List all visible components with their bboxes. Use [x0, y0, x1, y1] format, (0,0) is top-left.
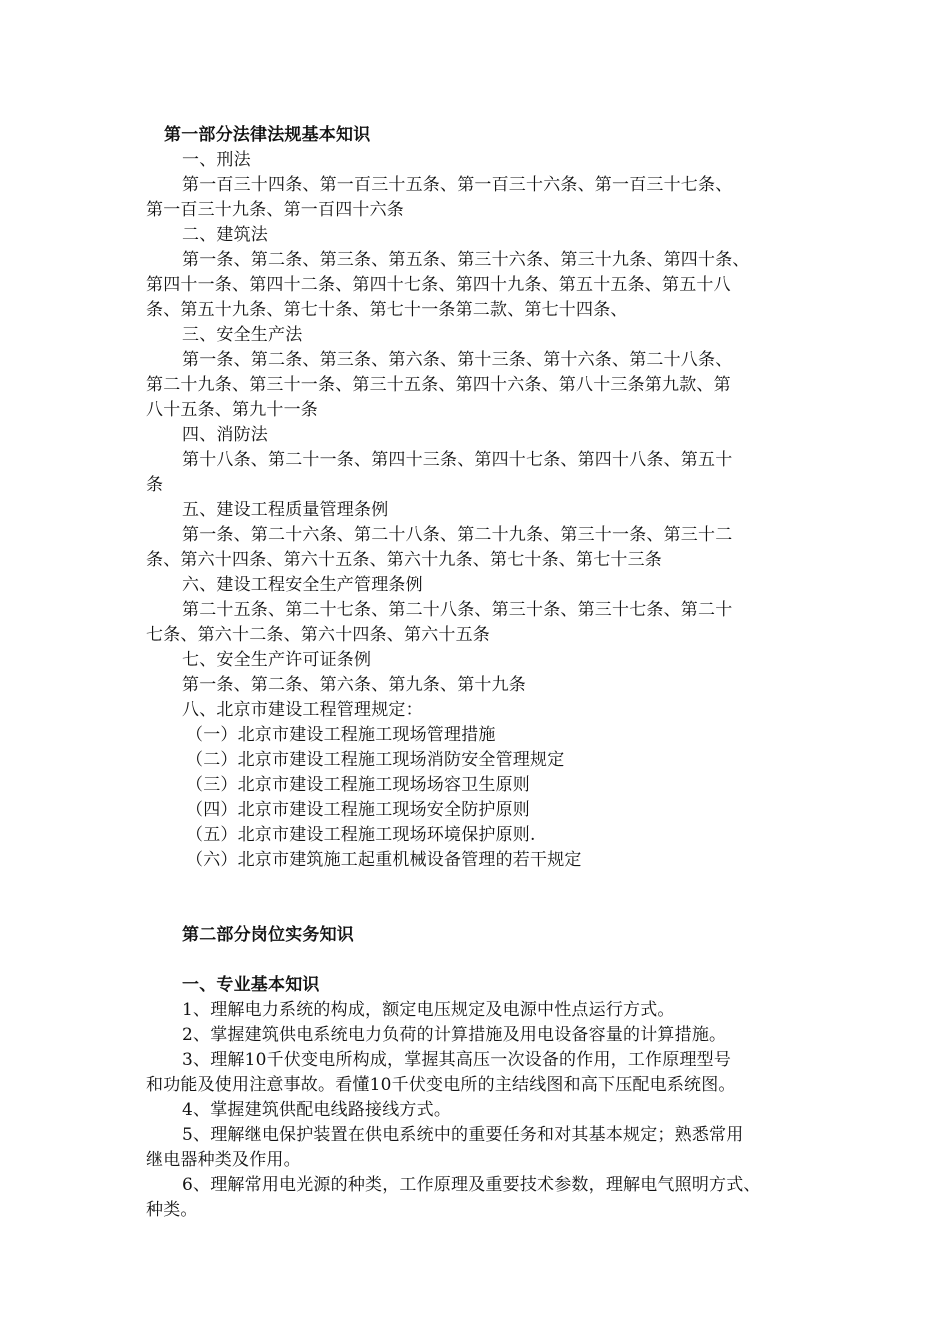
law-heading-safety-management: 六、建设工程安全生产管理条例: [182, 575, 423, 595]
law-heading-beijing: 八、北京市建设工程管理规定：: [182, 700, 423, 720]
law-articles-line: 第一百三十四条、第一百三十五条、第一百三十六条、第一百三十七条、: [182, 175, 733, 195]
law-articles-line: 条、第五十九条、第七十条、第七十一条第二款、第七十四条、: [146, 300, 628, 320]
section-heading-basics: 一、专业基本知识: [182, 975, 320, 995]
regulation-item: （二）北京市建设工程施工现场消防安全管理规定: [186, 750, 565, 770]
knowledge-line: 2、掌握建筑供电系统电力负荷的计算措施及用电设备容量的计算措施。: [182, 1025, 727, 1045]
spacer: [146, 898, 812, 923]
law-articles-line: 第一条、第二条、第三条、第六条、第十三条、第十六条、第二十八条、: [182, 350, 733, 370]
law-articles-line: 条、第六十四条、第六十五条、第六十九条、第七十条、第七十三条: [146, 550, 662, 570]
knowledge-line: 6、理解常用电光源的种类，工作原理及重要技术参数，理解电气照明方式、: [182, 1175, 761, 1195]
spacer: [146, 948, 812, 973]
regulation-item: （五）北京市建设工程施工现场环境保护原则.: [186, 825, 536, 845]
law-articles-line: 第二十九条、第三十一条、第三十五条、第四十六条、第八十三条第九款、第: [146, 375, 731, 395]
law-heading-criminal: 一、刑法: [182, 150, 251, 170]
spacer: [146, 873, 812, 898]
law-articles-line: 七条、第六十二条、第六十四条、第六十五条: [146, 625, 490, 645]
law-articles-line: 第四十一条、第四十二条、第四十七条、第四十九条、第五十五条、第五十八: [146, 275, 731, 295]
part2-title: 第二部分岗位实务知识: [182, 925, 354, 945]
law-heading-quality: 五、建设工程质量管理条例: [182, 500, 389, 520]
law-heading-construction: 二、建筑法: [182, 225, 268, 245]
knowledge-line: 继电器种类及作用。: [146, 1150, 301, 1170]
law-articles-line: 第一条、第二十六条、第二十八条、第二十九条、第三十一条、第三十二: [182, 525, 733, 545]
knowledge-line: 和功能及使用注意事故。看懂10千伏变电所的主结线图和高下压配电系统图。: [146, 1075, 736, 1095]
regulation-item: （一）北京市建设工程施工现场管理措施: [186, 725, 496, 745]
law-heading-safety-production: 三、安全生产法: [182, 325, 303, 345]
law-articles-line: 第十八条、第二十一条、第四十三条、第四十七条、第四十八条、第五十: [182, 450, 733, 470]
law-articles-line: 第一条、第二条、第三条、第五条、第三十六条、第三十九条、第四十条、: [182, 250, 750, 270]
law-articles-line: 八十五条、第九十一条: [146, 400, 318, 420]
knowledge-line: 1、理解电力系统的构成，额定电压规定及电源中性点运行方式。: [182, 1000, 675, 1020]
law-articles-line: 第一条、第二条、第六条、第九条、第十九条: [182, 675, 526, 695]
knowledge-line: 4、掌握建筑供配电线路接线方式。: [182, 1100, 452, 1120]
part1-title: 第一部分法律法规基本知识: [164, 125, 371, 145]
knowledge-line: 3、理解10千伏变电所构成，掌握其高压一次设备的作用，工作原理型号: [182, 1050, 732, 1070]
regulation-item: （三）北京市建设工程施工现场场容卫生原则: [186, 775, 530, 795]
regulation-item: （四）北京市建设工程施工现场安全防护原则: [186, 800, 530, 820]
knowledge-line: 5、理解继电保护装置在供电系统中的重要任务和对其基本规定；熟悉常用: [182, 1125, 744, 1145]
knowledge-line: 种类。: [146, 1200, 198, 1220]
law-articles-line: 第二十五条、第二十七条、第二十八条、第三十条、第三十七条、第二十: [182, 600, 733, 620]
law-articles-line: 第一百三十九条、第一百四十六条: [146, 200, 404, 220]
document-page: [146, 123, 812, 1223]
regulation-item: （六）北京市建筑施工起重机械设备管理的若干规定: [186, 850, 582, 870]
law-heading-license: 七、安全生产许可证条例: [182, 650, 372, 670]
law-heading-fire: 四、消防法: [182, 425, 268, 445]
law-articles-line: 条: [146, 475, 164, 495]
